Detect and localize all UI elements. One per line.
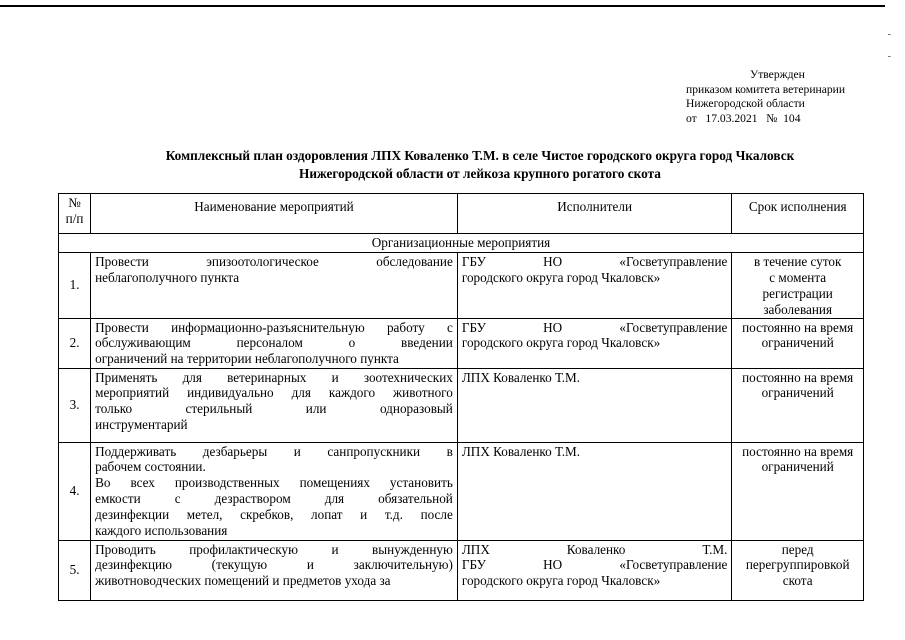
measure-name-line: инструментарий (95, 417, 188, 433)
executors-line: ГБУ НО «Госветуправление (461, 557, 728, 573)
deadline-line: перегруппировкой (745, 557, 850, 573)
measure-name-line: рабочем состоянии. (95, 459, 206, 475)
deadline-line: скота (782, 573, 813, 589)
deadline (732, 442, 864, 540)
header-number (59, 194, 91, 234)
executors-line: ЛПХ Коваленко Т.М. (461, 369, 581, 385)
measure-name-line: обслуживающим персоналом о введении (95, 335, 453, 351)
document-title (70, 147, 890, 183)
measure-name-line: животноводческих помещений и предметов ухода за (95, 573, 391, 589)
measure-name-line: мероприятий индивидуально для каждого животного (95, 385, 453, 401)
executors-line: ЛПХ Коваленко Т.М. (461, 541, 728, 557)
deadline (732, 368, 864, 442)
table-row (59, 540, 864, 600)
executors (457, 540, 732, 600)
measure-name (91, 368, 458, 442)
table-row (59, 442, 864, 540)
margin-mark: - (887, 51, 891, 62)
deadline (732, 540, 864, 600)
executors-line: городского округа город Чкаловск» (461, 335, 661, 351)
deadline (732, 252, 864, 318)
executors-line: городского округа город Чкаловск» (461, 269, 661, 285)
row-number: 2. (59, 318, 91, 368)
margin-mark: - (887, 29, 891, 40)
measure-name-line: дезинфекцию (текущую и заключительную) (95, 557, 453, 573)
measure-name-line: Во всех производственных помещениях установить (95, 475, 453, 491)
approval-line: Нижегородской области (686, 97, 805, 110)
row-number: 4. (59, 442, 91, 540)
measure-name (91, 252, 458, 318)
executors-line: ГБУ НО «Госветуправление (461, 319, 728, 335)
executors (457, 368, 732, 442)
header-number-line: п/п (65, 210, 84, 226)
table-row (59, 252, 864, 318)
deadline-line: ограничений (761, 459, 834, 475)
measure-name-line: дезинфекции метел, скребков, лопат и т.д. после (95, 507, 453, 523)
header-number-line: № (68, 195, 81, 210)
measure-name (91, 540, 458, 600)
deadline-line: регистрации (762, 285, 833, 301)
deadline (732, 318, 864, 368)
measure-name-line: емкости с дезраствором для обязательной (95, 491, 453, 507)
row-number: 3. (59, 368, 91, 442)
measure-name-line: Провести информационно-разъяснительную работу с (95, 319, 453, 335)
deadline-line: с момента (769, 269, 827, 285)
section-row (59, 234, 864, 253)
top-border-line (0, 5, 885, 7)
deadline-line: постоянно на время (742, 319, 854, 335)
title-line: Нижегородской области от лейкоза крупного рогатого скота (299, 166, 661, 181)
approval-line: от 17.03.2021 № 104 (686, 111, 801, 125)
measure-name-line: Поддерживать дезбарьеры и санпропускники в (95, 443, 453, 459)
measure-name-line: ограничений на территории неблагополучного пункта (95, 351, 399, 367)
deadline-line: заболевания (763, 301, 833, 317)
deadline-line: перед (781, 541, 814, 557)
title-line: Комплексный план оздоровления ЛПХ Коваленко Т.М. в селе Чистое городского округа город Чкаловск (165, 148, 795, 163)
measure-name-line: каждого использования (95, 523, 228, 539)
header-term: Срок исполнения (732, 194, 864, 234)
table-header-row (59, 194, 864, 234)
deadline-line: постоянно на время (742, 369, 854, 385)
deadline-line: постоянно на время (742, 443, 854, 459)
executors (457, 442, 732, 540)
table-row (59, 318, 864, 368)
deadline-line: ограничений (761, 385, 834, 401)
executors-line: городского округа город Чкаловск» (461, 573, 661, 589)
header-name: Наименование мероприятий (91, 194, 458, 234)
executors (457, 252, 732, 318)
row-number: 5. (59, 540, 91, 600)
deadline-line: ограничений (761, 335, 834, 351)
table-row (59, 368, 864, 442)
approval-line: Утвержден (750, 68, 805, 81)
measure-name (91, 442, 458, 540)
measure-name-line: неблагополучного пункта (95, 269, 240, 285)
measure-name (91, 318, 458, 368)
measure-name-line: Применять для ветеринарных и зоотехнических (95, 369, 453, 385)
executors (457, 318, 732, 368)
executors-line: ЛПХ Коваленко Т.М. (461, 443, 581, 459)
header-executors: Исполнители (457, 194, 732, 234)
row-number: 1. (59, 252, 91, 318)
measure-name-line: только стерильный или одноразовый (95, 401, 453, 417)
executors-line: ГБУ НО «Госветуправление (461, 253, 728, 269)
plan-table (58, 193, 864, 601)
measure-name-line: Проводить профилактическую и вынужденную (95, 541, 453, 557)
measure-name-line: Провести эпизоотологическое обследование (95, 253, 453, 269)
approval-line: приказом комитета ветеринарии (686, 82, 846, 96)
deadline-line: в течение суток (753, 253, 842, 269)
approval-stamp (686, 68, 845, 126)
section-title: Организационные мероприятия (59, 234, 864, 253)
